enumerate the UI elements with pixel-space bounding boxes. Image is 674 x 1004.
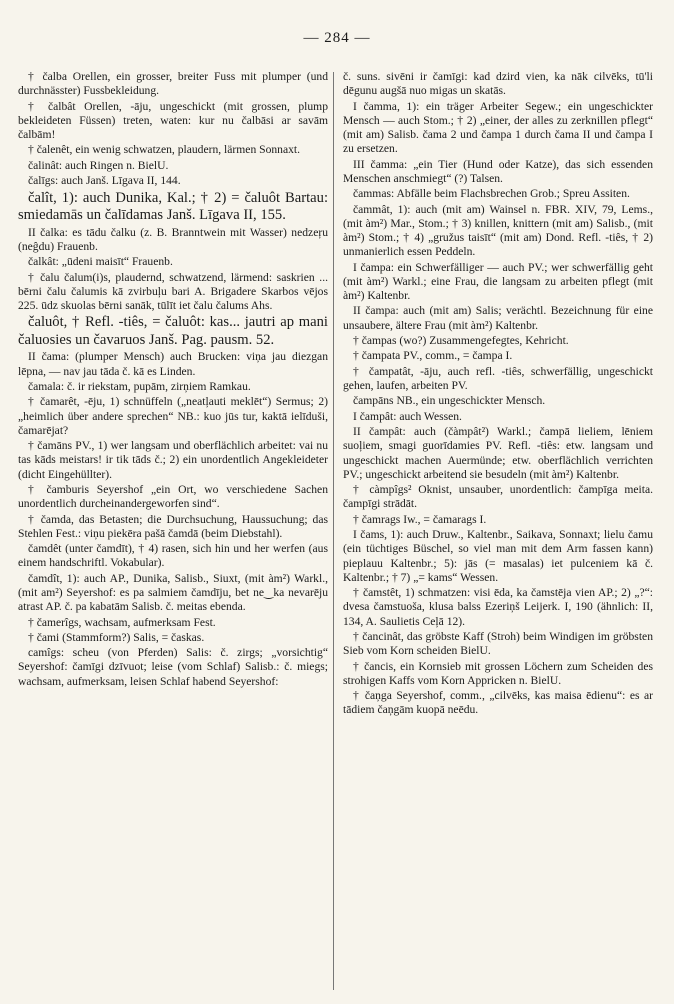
dictionary-entry: čamala: č. ir riekstam, pupām, zirņiem Ramkau. xyxy=(28,379,251,393)
dictionary-entry: † čamāns PV., 1) wer langsam und oberflächlich arbeitet: vai nu tas kāds meistars! ir tik tāds č.; 2) ein unordentlich Angekleideter (dicht Eingehüllter). xyxy=(18,439,328,481)
page-number: — 284 — xyxy=(303,30,371,46)
dictionary-entry: † čamarêt, -ēju, 1) schnüffeln („neatļauti meklēt“) Sermus; 2) „heimlich über andere sprechen“ NB.: kuo jūs tur, kaktā ielīduši, čamarējat? xyxy=(18,395,328,437)
dictionary-entry: III čamma: „ein Tier (Hund oder Katze), das sich essenden Menschen anschmiegt“ (?) Talsen. xyxy=(343,157,653,185)
dictionary-entry: II čalka: es tādu čalku (z. B. Branntwein mit Wasser) nedzeŗu (neĝdu) Frauenb. xyxy=(18,225,328,253)
dictionary-entry: † čamrags Iw., = čamarags I. xyxy=(353,512,487,526)
dictionary-entry: † čalbât Orellen, -āju, ungeschickt (mit grossen, plump bekleideten Füssen) treten, waten: kur nu čalbāsi ar savām čalbām! xyxy=(18,99,328,141)
dictionary-entry: † čamstêt, 1) schmatzen: visi ēda, ka čamstēja vien AP.; 2) „?“: dvesa čamstuoša, klusa balss Ezeriņš Leijerk. I, 190 (ähnlich: II, 134, A. Saulietis Ceļā 12). xyxy=(343,586,653,628)
dictionary-entry: čammas: Abfälle beim Flachsbrechen Grob.; Spreu Assiten. xyxy=(353,187,630,201)
dictionary-entry: † čalu čalum(i)s, plaudernd, schwatzend, lärmend: saskrien ... bērni čalu čalumis kā zvirbuļu bari A. Brigadere Skarbos vējos 225. ūdz skuolas bērni sanāk, tūlīt iet čalu čalums Ahs. xyxy=(18,270,328,312)
dictionary-entry: II čampa: auch (mit am) Salis; verächtl. Bezeichnung für eine unsaubere, ältere Frau (mit àm²) Kaltenbr. xyxy=(343,304,653,332)
dictionary-entry: † čaņga Seyershof, comm., „cilvēks, kas maisa ēdienu“: es ar tādiem čaņgām kuopā neēdu. xyxy=(343,689,653,717)
dictionary-entry: † čamerîgs, wachsam, aufmerksam Fest. xyxy=(28,615,216,629)
dictionary-entry: II čampât: auch (čàmpât²) Warkl.; čampā lieliem, lēniem suoļiem, smagi guorīdamies PV. Refl. -tiês: etw. langsam und ungeschickt machen Auermünde; etw. oberflächlich verrichten PV.; ungeschickt arbeitend sie besudeln (mit àm²) Kaltenbr. xyxy=(343,425,653,481)
column-divider xyxy=(333,72,334,990)
dictionary-entry: † čampata PV., comm., = čampa I. xyxy=(353,349,513,363)
dictionary-entry: čalît, 1): auch Dunika, Kal.; † 2) = čaluôt Bartau: smiedamās un čalīdamas Janš. Līgava II, 155. xyxy=(18,189,328,223)
dictionary-entry: † čamburis Seyershof „ein Ort, wo verschiedene Sachen unordentlich durcheinandergeworfen sind“. xyxy=(18,482,328,511)
dictionary-entry: † čancis, ein Kornsieb mit grossen Löchern zum Scheiden des strohigen Kaffs vom Korn Appricken n. BielU. xyxy=(343,659,653,687)
dictionary-entry: čammât, 1): auch (mit am) Wainsel n. FBR. XIV, 79, Lems., (mit àm²) Mar., Stom.; † 3) knillen, knittern (mit am) Salisb., (mit àm²) Stom.; † 4) „gružus taisīt“ (mit am) Dond. Refl. -tiês, † 2) unmanierlich essen Peddeln. xyxy=(343,202,653,259)
dictionary-entry: čalkât: „ūdeni maisīt“ Frauenb. xyxy=(28,255,173,269)
dictionary-entry: camîgs: scheu (von Pferden) Salis: č. zirgs; „vorsichtig“ Seyershof: čamīgi dzīvuot; leise (vom Schlaf) Salisb.: č. miegs; wachsam, aufmerksam, leisen Schlaf habend Seyershof: xyxy=(18,646,328,688)
dictionary-entry: † čampatât, -āju, auch refl. -tiês, schwerfällig, ungeschickt gehen, laufen, arbeiten PV. xyxy=(343,364,653,392)
dictionary-entry: I čamma, 1): ein träger Arbeiter Segew.; ein ungeschickter Mensch — auch Stom.; † 2) „einer, der alles zu zerknillen pflegt“ (mit am) Salisb. čama 2 und čampa 1 durch čama II und čampa I zu ersetzen. xyxy=(343,99,653,156)
dictionary-entry: † čampas (wo?) Zusammengefegtes, Kehricht. xyxy=(353,333,569,347)
dictionary-entry: čalinât: auch Ringen n. BielU. xyxy=(28,158,169,172)
dictionary-entry: † čancinât, das gröbste Kaff (Stroh) beim Windigen im gröbsten Sieb vom Korn scheiden BielU. xyxy=(343,629,653,658)
dictionary-entry: † čalba Orellen, ein grosser, breiter Fuss mit plumper (und durchnässter) Fussbekleidung. xyxy=(18,70,328,98)
right-column xyxy=(343,70,653,719)
dictionary-entry: I čampa: ein Schwerfälliger — auch PV.; wer schwerfällig geht (mit àm²) Warkl.; eine Frau, die langsam zu arbeiten pflegt (mit àm²) Kaltenbr. xyxy=(343,260,653,302)
left-column xyxy=(18,70,328,690)
dictionary-entry: čampāns NB., ein ungeschickter Mensch. xyxy=(353,394,546,408)
dictionary-entry: I čampât: auch Wessen. xyxy=(353,409,462,423)
dictionary-entry: čamdît, 1): auch AP., Dunika, Salisb., Siuxt, (mit àm²) Warkl., (mit am²) Seyershof: es pa salmiem čamdīju, bet ne‿ka nevarēju atrast AP. č. pa kabatām Salisb. č. meitas ebenda. xyxy=(18,571,328,614)
dictionary-entry: čaluôt, † Refl. -tiês, = čaluôt: kas... jautri ap mani čaluosies un čavaruos Janš. Pag. pausm. 52. xyxy=(18,314,328,348)
dictionary-entry: II čama: (plumper Mensch) auch Brucken: viņa jau diezgan lēpna, — nav jau tāda č. kā es Linden. xyxy=(18,350,328,378)
dictionary-entry: č. suns. sivēni ir čamīgi: kad dzird vien, ka nāk cilvēks, tū'li dēgunu augšā nuo migas un skatās. xyxy=(343,70,653,98)
dictionary-entry: † čami (Stammform?) Salis, = časkas. xyxy=(28,630,205,644)
dictionary-entry: I čams, 1): auch Druw., Kaltenbr., Saikava, Sonnaxt; lielu čamu (ein tüchtiges Büschel, so viel man mit dem Arm fassen kann) pieplauu Kaltenbr.; 5): jās (= masalas) iet pulceniem kā č. Kaltenbr.; † 7) „= kams“ Wessen. xyxy=(343,528,653,584)
dictionary-entry: čalīgs: auch Janš. Līgava II, 144. xyxy=(28,174,181,188)
dictionary-entry: † càmpîgs² Oknist, unsauber, unordentlich: čampīga meita. čampīgi strādāt. xyxy=(343,483,653,511)
dictionary-entry: čamdêt (unter čamdīt), † 4) rasen, sich hin und her werfen (aus einem handschriftl. Vokabular). xyxy=(18,542,328,570)
dictionary-entry: † čalenêt, ein wenig schwatzen, plaudern, lärmen Sonnaxt. xyxy=(28,143,301,157)
dictionary-entry: † čamda, das Betasten; die Durchsuchung, Haussuchung; das Stehlen Fest.: viņu piekēra pašā čamdā (beim Diebstahl). xyxy=(18,512,328,540)
